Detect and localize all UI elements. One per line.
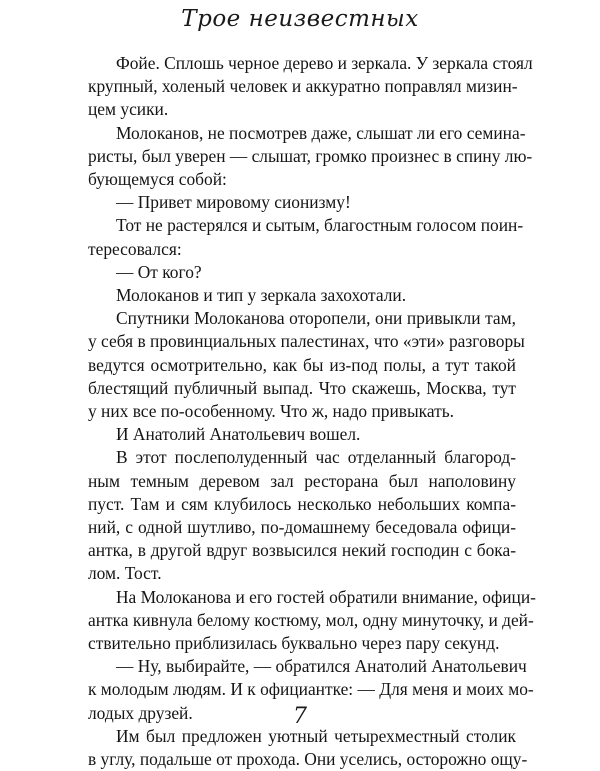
text-line: — Ну, выбирайте, — обратился Анатолий Анатольевич (116, 656, 527, 677)
paragraph (88, 191, 516, 214)
text-line: у себя в провинциальных палестинах, что «эти» разговоры (88, 331, 525, 352)
text-line: Спутники Молоканова оторопели, они привыкли там, (116, 308, 516, 329)
text-line: у них все по-особенному. Что ж, надо привыкать. (88, 401, 454, 422)
text-line: ний, с одной шутливо, по-домашнему беседовала офици- (88, 517, 516, 538)
text-line: На Молоканова и его гостей обратили внимание, офици- (116, 586, 536, 607)
text-line: лодых друзей. (88, 702, 193, 723)
text-line: ствительно приблизилась буквально через пару секунд. (88, 633, 500, 654)
text-line: В этот послеполуденный час отделанный благород- (116, 447, 516, 468)
text-line: антка кивнула белому костюму, мол, одну минуточку, и дей- (88, 609, 534, 630)
paragraph (88, 261, 516, 284)
paragraph (88, 307, 525, 423)
text-line: бующемуся собой: (88, 169, 227, 190)
text-line: Молоканов и тип у зеркала захохотали. (116, 285, 407, 306)
paragraph (88, 214, 524, 260)
body-text (88, 52, 536, 771)
text-line: блестящий публичный выпад. Что скажешь, Москва, тут (88, 377, 516, 398)
text-line: И Анатолий Анатольевич вошел. (116, 424, 361, 445)
paragraph (88, 284, 516, 307)
text-line: антка, в другой вдруг возвысился некий господин с бока- (88, 540, 516, 561)
paragraph (88, 52, 533, 122)
text-line: в углу, подальше от прохода. Они уселись, осторожно ощу- (88, 749, 528, 770)
text-line: Тот не растерялся и сытым, благостным голосом поин- (116, 215, 524, 236)
text-line: цем усики. (88, 99, 169, 120)
paragraph (88, 122, 533, 192)
paragraph (88, 423, 516, 446)
text-line: — Привет мировому сионизму! (116, 192, 351, 213)
text-line: ристы, был уверен — слышат, громко произнес в спину лю- (88, 145, 533, 166)
text-line: лом. Тост. (88, 563, 162, 584)
text-line: тересовался: (88, 238, 182, 259)
running-head: Трое неизвестных (181, 6, 419, 32)
paragraph (88, 446, 516, 585)
text-line: Им был предложен уютный четырехместный столик (116, 725, 516, 746)
text-line: ным темным деревом зал ресторана был наполовину (88, 470, 516, 491)
text-line: Молоканов, не посмотрев даже, слышат ли его семина- (116, 122, 526, 143)
paragraph (88, 725, 528, 771)
text-line: к молодым людям. И к официантке: — Для меня и моих мо- (88, 679, 534, 700)
text-line: Фойе. Сплошь черное дерево и зеркала. У зеркала стоял (116, 53, 533, 73)
text-line: пуст. Там и сям клубилось несколько небольших компа- (88, 493, 516, 514)
text-line: ведутся осмотрительно, как бы из-под полы, а тут такой (88, 354, 516, 375)
text-line: — От кого? (116, 261, 202, 282)
page-number: 7 (293, 704, 307, 729)
paragraph (88, 586, 536, 656)
text-line: крупный, холеный человек и аккуратно поправлял мизин- (88, 76, 518, 97)
